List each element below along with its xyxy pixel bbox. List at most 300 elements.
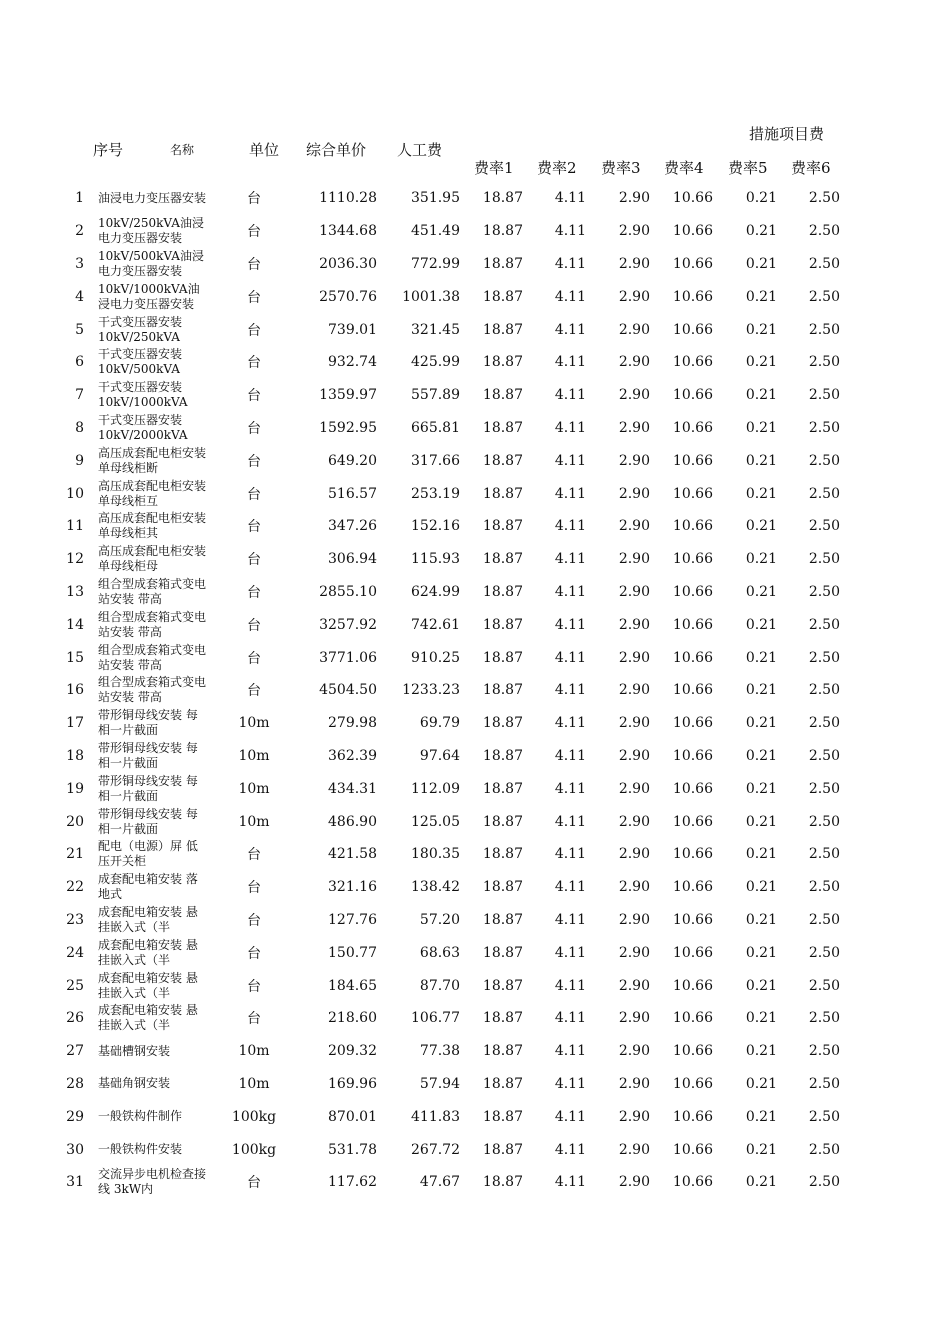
cell-name-text: 带形铜母线安装 每相一片截面: [98, 708, 198, 738]
cell-labor-cost: 253.19: [411, 485, 460, 502]
header-labor-cost: 人工费: [397, 141, 443, 159]
header-name: 名称: [170, 143, 195, 157]
table-row: [0, 740, 840, 773]
cell-unit: 台: [247, 486, 261, 503]
cell-name: [90, 936, 208, 969]
cell-rate-4: 10.66: [672, 780, 713, 797]
cell-rate-3: 2.90: [618, 321, 650, 338]
cell-unit-price: 306.94: [328, 551, 377, 568]
cell-rate-1: 18.87: [482, 715, 523, 732]
cell-rate-3: 2.90: [618, 485, 650, 502]
cell-rate-4: 10.66: [672, 1075, 713, 1092]
cell-rate-5: 0.21: [745, 387, 777, 404]
cell-rate-3: 2.90: [618, 190, 650, 207]
cell-name-text: 干式变压器安装 10kV/2000kVA: [98, 412, 188, 442]
cell-labor-cost: 57.20: [419, 911, 460, 928]
cell-rate-3: 2.90: [618, 977, 650, 994]
table-row: [0, 805, 840, 838]
cell-rate-4: 10.66: [672, 649, 713, 666]
cell-rate-6: 2.50: [808, 715, 840, 732]
cell-name-text: 一般铁构件安装: [98, 1142, 183, 1156]
cell-rate-2: 4.11: [554, 223, 586, 240]
cell-unit: 台: [247, 256, 261, 273]
cell-index: 1: [75, 190, 84, 207]
cell-name-text: 10kV/250kVA油浸电力变压器安装: [98, 216, 204, 246]
cell-unit-price: 169.96: [328, 1075, 377, 1092]
cell-labor-cost: 57.94: [419, 1075, 460, 1092]
cell-labor-cost: 772.99: [411, 255, 460, 272]
cell-name-text: 10kV/1000kVA油浸电力变压器安装: [98, 281, 200, 311]
cell-rate-6: 2.50: [808, 846, 840, 863]
cell-index: 16: [66, 682, 84, 699]
cell-rate-1: 18.87: [482, 1043, 523, 1060]
cell-unit: 台: [247, 617, 261, 634]
cell-unit: 台: [247, 453, 261, 470]
cell-rate-6: 2.50: [808, 616, 840, 633]
cell-unit: 台: [247, 847, 261, 864]
cell-index: 25: [66, 977, 84, 994]
cell-name: [90, 379, 208, 412]
cell-rate-2: 4.11: [554, 1141, 586, 1158]
cell-labor-cost: 742.61: [411, 616, 460, 633]
cell-rate-2: 4.11: [554, 321, 586, 338]
cell-rate-4: 10.66: [672, 1108, 713, 1125]
cell-rate-3: 2.90: [618, 1075, 650, 1092]
cell-rate-1: 18.87: [482, 190, 523, 207]
cell-rate-3: 2.90: [618, 1141, 650, 1158]
cell-rate-6: 2.50: [808, 551, 840, 568]
table-row: [0, 1166, 840, 1199]
cell-index: 28: [66, 1075, 84, 1092]
cell-rate-2: 4.11: [554, 911, 586, 928]
cell-labor-cost: 115.93: [411, 551, 460, 568]
cell-name: [90, 543, 208, 576]
cell-rate-3: 2.90: [618, 551, 650, 568]
cell-name: [90, 674, 208, 707]
header-rate-3: 费率3: [601, 159, 641, 177]
cell-rate-5: 0.21: [745, 452, 777, 469]
cell-name-text: 带形铜母线安装 每相一片截面: [98, 773, 198, 803]
cell-rate-4: 10.66: [672, 846, 713, 863]
cell-rate-6: 2.50: [808, 1141, 840, 1158]
cell-rate-1: 18.87: [482, 747, 523, 764]
cell-rate-4: 10.66: [672, 583, 713, 600]
cell-labor-cost: 1001.38: [402, 288, 460, 305]
cell-name-text: 一般铁构件制作: [98, 1109, 183, 1124]
cell-rate-4: 10.66: [672, 551, 713, 568]
cell-rate-4: 10.66: [672, 682, 713, 699]
cell-rate-6: 2.50: [808, 518, 840, 535]
cell-rate-3: 2.90: [618, 223, 650, 240]
cell-rate-5: 0.21: [745, 747, 777, 764]
cell-rate-3: 2.90: [618, 518, 650, 535]
cell-rate-2: 4.11: [554, 583, 586, 600]
cell-unit-price: 2570.76: [319, 288, 377, 305]
cell-rate-5: 0.21: [745, 911, 777, 928]
cell-labor-cost: 68.63: [419, 944, 460, 961]
cell-rate-3: 2.90: [618, 649, 650, 666]
cell-rate-6: 2.50: [808, 190, 840, 207]
cell-rate-1: 18.87: [482, 288, 523, 305]
cell-name: [90, 608, 208, 641]
cell-rate-6: 2.50: [808, 452, 840, 469]
table-row: [0, 1100, 840, 1133]
cell-name: [90, 477, 208, 510]
cell-rate-3: 2.90: [618, 846, 650, 863]
cell-rate-2: 4.11: [554, 1108, 586, 1125]
cell-rate-1: 18.87: [482, 944, 523, 961]
cell-rate-6: 2.50: [808, 1043, 840, 1060]
cell-rate-4: 10.66: [672, 1174, 713, 1191]
cell-unit: 台: [247, 224, 261, 241]
table-row: [0, 674, 840, 707]
cell-rate-4: 10.66: [672, 452, 713, 469]
cell-unit: 台: [247, 355, 261, 372]
cell-rate-4: 10.66: [672, 944, 713, 961]
cell-labor-cost: 321.45: [411, 321, 460, 338]
cell-rate-6: 2.50: [808, 813, 840, 830]
cell-unit: 台: [247, 420, 261, 437]
cell-rate-2: 4.11: [554, 255, 586, 272]
cell-rate-3: 2.90: [618, 452, 650, 469]
cell-rate-5: 0.21: [745, 485, 777, 502]
cell-index: 13: [66, 583, 84, 600]
cell-rate-6: 2.50: [808, 1108, 840, 1125]
header-rate-2: 费率2: [537, 159, 577, 177]
cell-index: 9: [75, 452, 84, 469]
cell-unit-price: 1110.28: [319, 190, 377, 207]
cell-unit-price: 3771.06: [319, 649, 377, 666]
cell-rate-4: 10.66: [672, 977, 713, 994]
cell-name-text: 高压成套配电柜安装 单母线柜断: [98, 445, 207, 475]
table-row: [0, 215, 840, 248]
cell-rate-3: 2.90: [618, 1043, 650, 1060]
cell-rate-2: 4.11: [554, 813, 586, 830]
cell-name-text: 带形铜母线安装 每相一片截面: [98, 740, 198, 770]
cell-rate-4: 10.66: [672, 387, 713, 404]
cell-rate-5: 0.21: [745, 1043, 777, 1060]
cell-rate-5: 0.21: [745, 354, 777, 371]
cell-name: [90, 871, 208, 904]
cell-index: 8: [75, 419, 84, 436]
cell-rate-5: 0.21: [745, 977, 777, 994]
cell-rate-4: 10.66: [672, 288, 713, 305]
cell-index: 27: [66, 1043, 84, 1060]
cell-rate-1: 18.87: [482, 255, 523, 272]
cell-name-text: 配电（电源）屏 低压开关柜: [98, 839, 198, 869]
cell-rate-1: 18.87: [482, 321, 523, 338]
fee-table: [0, 182, 840, 1199]
cell-name: [90, 1166, 208, 1199]
cell-name-text: 基础槽钢安装: [98, 1043, 171, 1058]
cell-rate-6: 2.50: [808, 1075, 840, 1092]
table-row: [0, 576, 840, 609]
cell-unit: 台: [247, 1011, 261, 1028]
cell-rate-1: 18.87: [482, 977, 523, 994]
cell-unit: 台: [247, 945, 261, 962]
cell-name: [90, 772, 208, 805]
cell-rate-1: 18.87: [482, 879, 523, 896]
cell-name-text: 高压成套配电柜安装 单母线柜互: [98, 478, 207, 508]
cell-unit: 10m: [238, 780, 270, 797]
cell-rate-3: 2.90: [618, 354, 650, 371]
cell-labor-cost: 451.49: [411, 223, 460, 240]
cell-unit-price: 362.39: [328, 747, 377, 764]
cell-unit-price: 218.60: [328, 1010, 377, 1027]
cell-unit-price: 649.20: [328, 452, 377, 469]
cell-rate-6: 2.50: [808, 747, 840, 764]
cell-rate-2: 4.11: [554, 1043, 586, 1060]
cell-unit-price: 1592.95: [319, 419, 377, 436]
cell-unit-price: 2855.10: [319, 583, 377, 600]
cell-labor-cost: 125.05: [411, 813, 460, 830]
header-unit-price: 综合单价: [306, 141, 367, 159]
cell-rate-4: 10.66: [672, 1043, 713, 1060]
cell-name-text: 干式变压器安装 10kV/250kVA: [98, 314, 183, 344]
cell-rate-1: 18.87: [482, 583, 523, 600]
cell-index: 15: [66, 649, 84, 666]
cell-rate-1: 18.87: [482, 682, 523, 699]
cell-name-text: 成套配电箱安装 悬挂嵌入式（半: [98, 1003, 198, 1033]
cell-rate-5: 0.21: [745, 846, 777, 863]
cell-name-text: 干式变压器安装 10kV/1000kVA: [98, 380, 188, 410]
cell-rate-1: 18.87: [482, 223, 523, 240]
cell-name: [90, 1002, 208, 1035]
cell-unit: 台: [247, 683, 261, 700]
cell-rate-4: 10.66: [672, 518, 713, 535]
fee-table-body: [0, 182, 840, 1199]
cell-rate-5: 0.21: [745, 715, 777, 732]
cell-labor-cost: 77.38: [419, 1043, 460, 1060]
table-row: [0, 1002, 840, 1035]
table-row: [0, 379, 840, 412]
cell-rate-2: 4.11: [554, 649, 586, 666]
table-row: [0, 969, 840, 1002]
table-row: [0, 1133, 840, 1166]
cell-rate-1: 18.87: [482, 551, 523, 568]
cell-rate-6: 2.50: [808, 911, 840, 928]
cell-unit-price: 3257.92: [319, 616, 377, 633]
cell-rate-1: 18.87: [482, 485, 523, 502]
cell-rate-5: 0.21: [745, 879, 777, 896]
cell-rate-3: 2.90: [618, 1010, 650, 1027]
table-row: [0, 936, 840, 969]
cell-name-text: 带形铜母线安装 每相一片截面: [98, 806, 198, 836]
cell-unit-price: 1359.97: [319, 387, 377, 404]
cell-rate-3: 2.90: [618, 255, 650, 272]
cell-rate-2: 4.11: [554, 190, 586, 207]
cell-index: 6: [75, 354, 84, 371]
cell-labor-cost: 138.42: [411, 879, 460, 896]
cell-rate-5: 0.21: [745, 649, 777, 666]
cell-name: [90, 182, 208, 215]
cell-rate-4: 10.66: [672, 190, 713, 207]
cell-rate-2: 4.11: [554, 616, 586, 633]
cell-rate-6: 2.50: [808, 583, 840, 600]
cell-rate-5: 0.21: [745, 616, 777, 633]
cell-name-text: 成套配电箱安装 落地式: [98, 872, 198, 902]
cell-index: 23: [66, 911, 84, 928]
cell-labor-cost: 180.35: [411, 846, 460, 863]
table-row: [0, 280, 840, 313]
cell-name-text: 油浸电力变压器安装: [98, 190, 207, 205]
cell-rate-1: 18.87: [482, 1108, 523, 1125]
cell-name: [90, 280, 208, 313]
cell-rate-4: 10.66: [672, 879, 713, 896]
cell-rate-2: 4.11: [554, 747, 586, 764]
cell-unit: 台: [247, 650, 261, 667]
cell-name: [90, 969, 208, 1002]
cell-unit: 台: [247, 880, 261, 897]
cell-name-text: 组合型成套箱式变电站安装 带高: [98, 576, 207, 606]
table-row: [0, 641, 840, 674]
cell-name: [90, 346, 208, 379]
table-row: [0, 707, 840, 740]
header-unit: 单位: [249, 141, 280, 159]
cell-name: [90, 707, 208, 740]
cell-unit-price: 421.58: [328, 846, 377, 863]
cell-rate-4: 10.66: [672, 715, 713, 732]
cell-name: [90, 1068, 208, 1101]
cell-rate-1: 18.87: [482, 813, 523, 830]
cell-rate-3: 2.90: [618, 288, 650, 305]
header-rate-6: 费率6: [791, 159, 831, 177]
cell-rate-1: 18.87: [482, 1010, 523, 1027]
cell-name-text: 高压成套配电柜安装 单母线柜其: [98, 511, 207, 541]
cell-rate-2: 4.11: [554, 944, 586, 961]
cell-index: 12: [66, 551, 84, 568]
cell-unit: 10m: [238, 715, 270, 732]
cell-unit: 台: [247, 191, 261, 208]
header-rate-1: 费率1: [474, 159, 514, 177]
cell-rate-5: 0.21: [745, 321, 777, 338]
cell-unit-price: 2036.30: [319, 255, 377, 272]
cell-name: [90, 1133, 208, 1166]
cell-rate-5: 0.21: [745, 944, 777, 961]
cell-rate-4: 10.66: [672, 1010, 713, 1027]
cell-unit: 100kg: [231, 1108, 277, 1125]
cell-labor-cost: 97.64: [419, 747, 460, 764]
cell-rate-5: 0.21: [745, 518, 777, 535]
cell-rate-4: 10.66: [672, 911, 713, 928]
cell-labor-cost: 69.79: [419, 715, 460, 732]
cell-index: 7: [75, 387, 84, 404]
cell-unit-price: 434.31: [328, 780, 377, 797]
cell-rate-2: 4.11: [554, 551, 586, 568]
cell-rate-4: 10.66: [672, 255, 713, 272]
cell-rate-6: 2.50: [808, 321, 840, 338]
cell-rate-6: 2.50: [808, 682, 840, 699]
cell-rate-1: 18.87: [482, 518, 523, 535]
cell-rate-6: 2.50: [808, 780, 840, 797]
cell-index: 21: [66, 846, 84, 863]
cell-labor-cost: 317.66: [411, 452, 460, 469]
cell-rate-3: 2.90: [618, 387, 650, 404]
table-row: [0, 543, 840, 576]
cell-labor-cost: 1233.23: [402, 682, 460, 699]
table-row: [0, 1035, 840, 1068]
cell-unit: 10m: [238, 1075, 270, 1092]
cell-name-text: 10kV/500kVA油浸电力变压器安装: [98, 248, 204, 278]
cell-rate-2: 4.11: [554, 288, 586, 305]
cell-rate-3: 2.90: [618, 1174, 650, 1191]
cell-index: 2: [75, 223, 84, 240]
cell-labor-cost: 47.67: [419, 1174, 460, 1191]
cell-unit: 10m: [238, 747, 270, 764]
cell-labor-cost: 351.95: [411, 190, 460, 207]
cell-rate-6: 2.50: [808, 387, 840, 404]
cell-unit-price: 209.32: [328, 1043, 377, 1060]
table-row: [0, 904, 840, 937]
cell-rate-4: 10.66: [672, 1141, 713, 1158]
cell-unit-price: 150.77: [328, 944, 377, 961]
cell-unit-price: 739.01: [328, 321, 377, 338]
cell-unit-price: 4504.50: [319, 682, 377, 699]
table-row: [0, 412, 840, 445]
cell-rate-6: 2.50: [808, 255, 840, 272]
cell-rate-1: 18.87: [482, 419, 523, 436]
cell-unit: 台: [247, 322, 261, 339]
cell-rate-2: 4.11: [554, 780, 586, 797]
cell-rate-5: 0.21: [745, 1075, 777, 1092]
header-index: 序号: [93, 141, 124, 159]
cell-index: 19: [66, 780, 84, 797]
group-title-measures-fee: 措施项目费: [749, 125, 825, 143]
cell-unit: 台: [247, 912, 261, 929]
cell-rate-4: 10.66: [672, 223, 713, 240]
cell-name-text: 交流异步电机检查接线 3kW内: [98, 1167, 207, 1197]
cell-rate-1: 18.87: [482, 354, 523, 371]
cell-rate-6: 2.50: [808, 354, 840, 371]
cell-labor-cost: 152.16: [411, 518, 460, 535]
cell-name: [90, 215, 208, 248]
cell-unit-price: 1344.68: [319, 223, 377, 240]
cell-rate-2: 4.11: [554, 715, 586, 732]
cell-index: 10: [66, 485, 84, 502]
cell-rate-2: 4.11: [554, 485, 586, 502]
cell-index: 31: [66, 1174, 84, 1191]
cell-name: [90, 412, 208, 445]
cell-unit: 台: [247, 289, 261, 306]
cell-rate-2: 4.11: [554, 977, 586, 994]
cell-name-text: 干式变压器安装 10kV/500kVA: [98, 347, 183, 377]
cell-rate-3: 2.90: [618, 944, 650, 961]
cell-rate-6: 2.50: [808, 649, 840, 666]
table-row: [0, 346, 840, 379]
cell-labor-cost: 665.81: [411, 419, 460, 436]
cell-unit-price: 117.62: [328, 1174, 377, 1191]
cell-name: [90, 641, 208, 674]
cell-index: 4: [75, 288, 84, 305]
cell-labor-cost: 624.99: [411, 583, 460, 600]
cell-name: [90, 510, 208, 543]
cell-unit: 100kg: [231, 1141, 277, 1158]
cell-rate-1: 18.87: [482, 1141, 523, 1158]
cell-name: [90, 1100, 208, 1133]
cell-rate-4: 10.66: [672, 616, 713, 633]
cell-index: 26: [66, 1010, 84, 1027]
cell-rate-5: 0.21: [745, 583, 777, 600]
cell-rate-4: 10.66: [672, 485, 713, 502]
cell-unit-price: 531.78: [328, 1141, 377, 1158]
cell-rate-2: 4.11: [554, 354, 586, 371]
cell-rate-2: 4.11: [554, 682, 586, 699]
cell-rate-3: 2.90: [618, 879, 650, 896]
cell-labor-cost: 425.99: [411, 354, 460, 371]
cell-rate-2: 4.11: [554, 879, 586, 896]
cell-rate-5: 0.21: [745, 1108, 777, 1125]
cell-rate-1: 18.87: [482, 616, 523, 633]
